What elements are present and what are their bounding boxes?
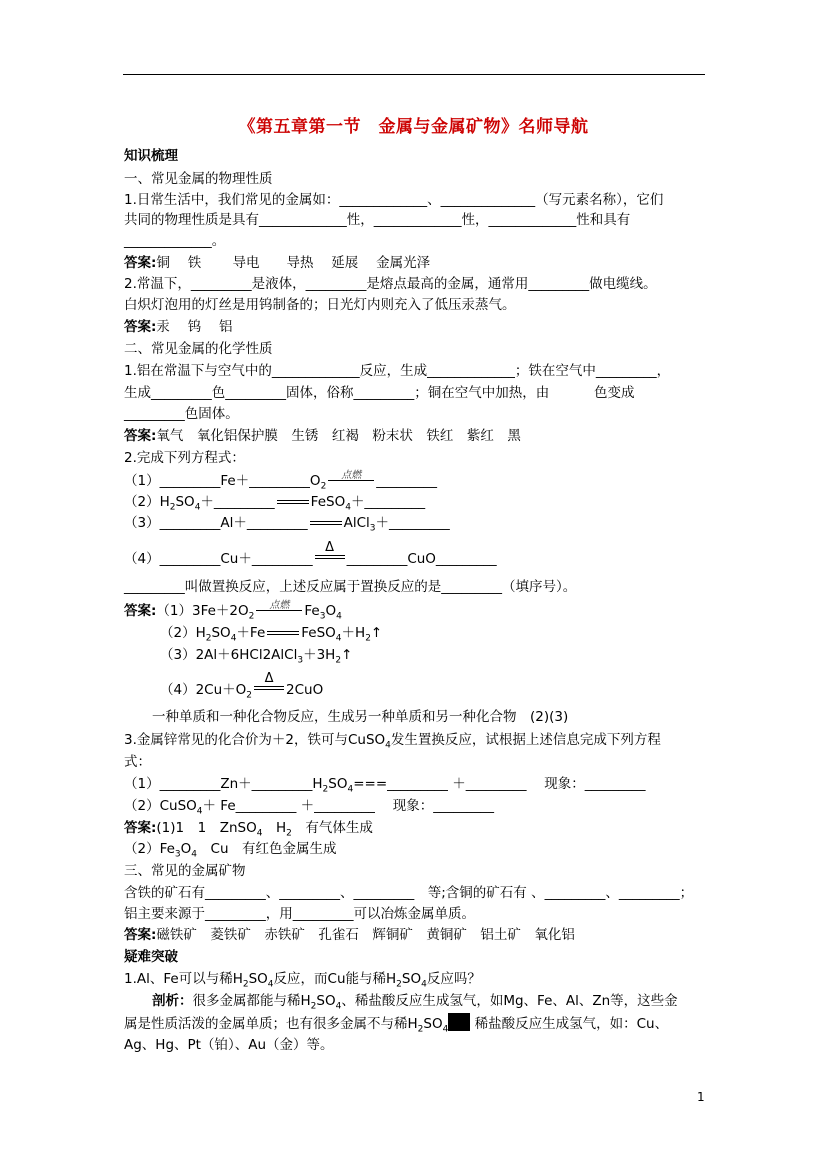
answer-line: 答案:磁铁矿 菱铁矿 赤铁矿 孔雀石 辉铜矿 黄铜矿 铝土矿 氧化铝 <box>124 927 575 943</box>
equation-line: （4）_________Cu＋_________ Δ _________CuO_________ <box>124 540 497 567</box>
page-number: 1 <box>697 1090 705 1104</box>
answer-equation: $(4)2Cu+O_2$ Δ 2CuO <box>160 671 324 701</box>
text-line: 3.金属锌常见的化合价为＋2，铁可与CuSO$_4$发生置换反应，试根据上述信息完成下列方程 <box>124 732 661 751</box>
answer-label: 答案: <box>124 319 157 335</box>
analysis-label: 剖析： <box>152 993 193 1009</box>
answer-label: 答案: <box>124 820 157 836</box>
equation-line: $(1)\_\_\_\_\_\_\_\_\_Fe+\_\_\_\_\_\_\_\_\_O_2$ 点燃 _________ <box>124 470 438 492</box>
text-line: 1.铝在常温下与空气中的_____________反应，生成_____________；铁在空气中_________， <box>124 363 671 379</box>
section-heading: 疑难突破 <box>124 949 178 965</box>
text-line: 剖析：很多金属都能与稀$H_2SO_4$、稀盐酸反应生成氢气，如Mg、Fe、Al、Zn等，这些金 <box>152 993 678 1012</box>
answer-text: 铜 铁 导电 导热 延展 金属光泽 <box>156 255 431 271</box>
burn-condition: 点燃 <box>326 471 376 491</box>
equals-sign <box>265 623 301 643</box>
answer-label: 答案: <box>124 255 157 271</box>
section-heading: 知识梳理 <box>124 148 178 164</box>
equation-line: $(1)\_\_\_\_\_\_\_\_\_Zn+\_\_\_\_\_\_\_\_\_H_2SO_4===\_\_\_\_\_\_\_\_\_$ ＋_________ 现象：_________ <box>124 776 646 795</box>
answer-line: 答案$:(1)3Fe+2O_2$ 点燃 $Fe_3O_4$ <box>124 600 342 622</box>
answer-label: 答案: <box>124 603 157 619</box>
text-line: 白炽灯泡用的灯丝是用钨制备的；日光灯内则充入了低压汞蒸气。 <box>124 297 516 313</box>
text-line: 属是性质活泼的金属单质；也有很多金属不与稀$H_2SO_4$ 稀盐酸反应生成氢气，如：Cu、 <box>124 1013 668 1040</box>
burn-condition: 点燃 <box>254 601 304 621</box>
equation-line: （2）CuSO$_4$＋ Fe_________ ＋_________ 现象：_________ <box>124 798 494 817</box>
answer-line <box>124 317 233 337</box>
text-line: 2.完成下列方程式： <box>124 450 245 466</box>
text-line: 含铁的矿石有_________、_________、_________ 等;含铜的矿石有 、_________、_________； <box>124 885 694 901</box>
answer-line: 答案:(1)1 1 ZnSO$_4$ $H_2$ 有气体生成 <box>124 820 373 839</box>
text-line: 式： <box>124 754 151 770</box>
equals-sign <box>308 513 344 533</box>
answer-text: 汞 钨 铝 <box>156 319 233 335</box>
answer-line <box>124 253 430 273</box>
text-line: _____________。 <box>124 233 226 249</box>
text-line: 1.日常生活中，我们常见的金属如：_____________、______________（写元素名称），它们 <box>124 192 664 208</box>
answer-line <box>124 426 521 446</box>
text-line: 2.常温下，_________是液体，_________是熔点最高的金属，通常用_________做电缆线。 <box>124 276 657 292</box>
answer-equation: $(3)2Al+6HCl2AlCl_3+3H_2↑$ <box>160 647 353 666</box>
equation-line: （3）_________Al＋_________ AlCl$_3$＋_________ <box>124 515 450 534</box>
redaction-block <box>448 1013 470 1031</box>
heat-condition: Δ <box>252 680 286 700</box>
text-line: 一种单质和一种化合物反应，生成另一种单质和另一种化合物 (2)(3) <box>152 709 569 725</box>
text-line: Ag、Hg、Pt（铂）、Au（金）等。 <box>124 1037 334 1053</box>
text-line: 1.Al、Fe可以与稀$H_2SO_4$反应，而Cu能与稀$H_2SO_4$反应吗？ <box>124 971 481 990</box>
text-line: 共同的物理性质是具有_____________性，_____________性，_____________性和具有 <box>124 212 631 228</box>
text-line: _________叫做置换反应，上述反应属于置换反应的是_________（填序号）。 <box>124 579 577 595</box>
answer-text: 氧气 氧化铝保护膜 生锈 红褐 粉末状 铁红 紫红 黑 <box>156 428 521 444</box>
page-title: 《第五章第一节 金属与金属矿物》名师导航 <box>238 117 589 137</box>
text-line: _________色固体。 <box>124 406 239 422</box>
answer-equation: $(2)H_2SO_4+Fe$ $FeSO_4+H_2↑$ <box>160 625 383 644</box>
answer-label: 答案: <box>124 927 157 943</box>
answer-line: $(2)Fe_3O_4$ Cu 有红色金属生成 <box>124 841 337 860</box>
header-rule <box>123 74 705 75</box>
text-line: 一、常见金属的物理性质 <box>124 171 273 187</box>
heat-condition: Δ <box>313 549 347 569</box>
equation-line: $(2)H_2SO_4+\_\_\_\_\_\_\_\_\_$ FeSO$_4$＋_________ <box>124 494 426 513</box>
text-line: 三、常见的金属矿物 <box>124 863 246 879</box>
answer-label: 答案: <box>124 428 157 444</box>
text-line: 二、常见金属的化学性质 <box>124 341 273 357</box>
text-line: 生成_________色_________固体，俗称_________；铜在空气中加热，由 色变成 <box>124 385 635 401</box>
text-line: 铝主要来源于_________，用_________可以冶炼金属单质。 <box>124 906 475 922</box>
equals-sign <box>275 492 311 512</box>
